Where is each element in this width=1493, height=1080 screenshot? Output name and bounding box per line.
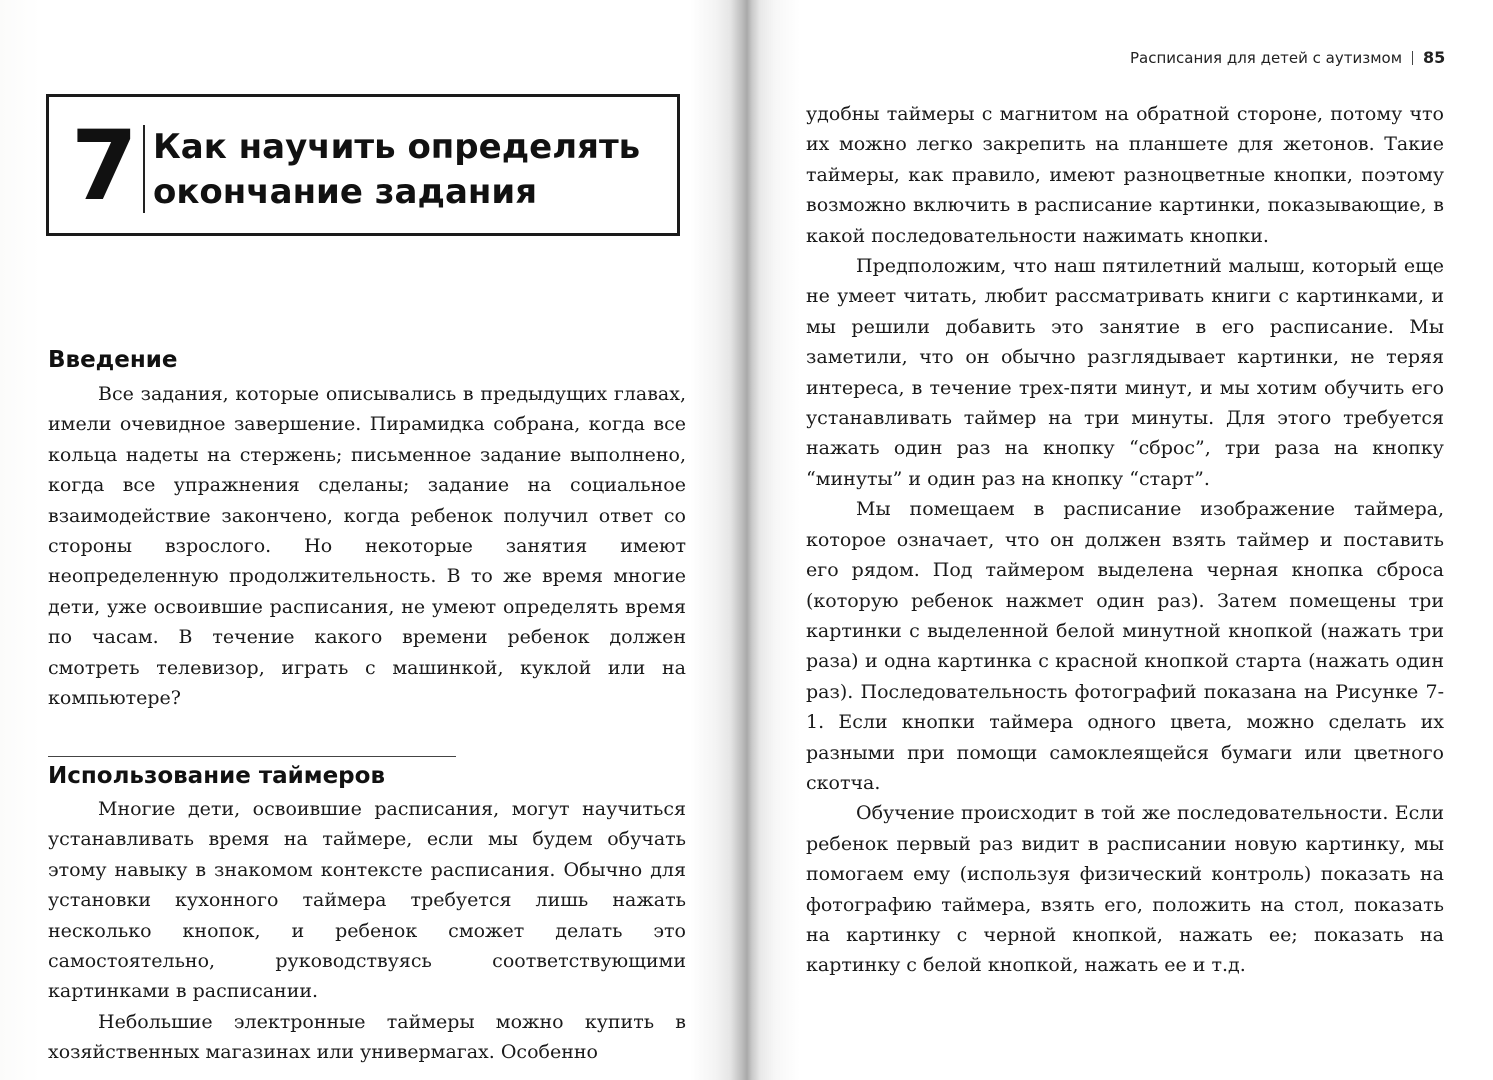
paragraph: Небольшие электронные таймеры можно купить в хозяйственных магазинах или универмагах. Особенно xyxy=(48,1010,686,1064)
chapter-title xyxy=(153,125,640,215)
chapter-number: 7 xyxy=(71,110,138,222)
page-number: 85 xyxy=(1423,48,1446,67)
introduction-text xyxy=(48,379,686,713)
chapter-divider xyxy=(143,125,145,213)
paragraph: Все задания, которые описывались в предыдущих главах, имели очевидное завершение. Пирамидка собрана, когда все кольца надеты на стержень; письменное задание выполнено, когда все упражнения сделаны; задание на социальное взаимодействие закончено, когда ребенок получил ответ со стороны взрослого. Но некоторые занятия имеют неопределенную продолжительность. В то же время многие дети, уже освоившие расписания, не умеют определять время по часам. В течение какого времени ребенок должен смотреть телевизор, играть с машинкой, куклой или на компьютере? xyxy=(48,383,686,710)
running-head-title: Расписания для детей с аутизмом xyxy=(1130,49,1403,67)
running-head-separator xyxy=(1412,51,1413,65)
section-rule xyxy=(48,756,456,757)
paragraph: Обучение происходит в той же последовательности. Если ребенок первый раз видит в расписании новую картинку, мы помогаем ему (используя физический контроль) показать на фотографию таймера, взять его, положить на стол, показать на картинку с черной кнопкой, нажать ее; показать на картинку с белой кнопкой, нажать ее и т.д. xyxy=(806,802,1444,977)
left-page xyxy=(0,0,740,1080)
paragraph: удобны таймеры с магнитом на обратной стороне, потому что их можно легко закрепить на планшете для жетонов. Такие таймеры, как правило, имеют разноцветные кнопки, поэтому возможно включить в расписание картинки, показывающие, в какой последовательности нажимать кнопки. xyxy=(806,103,1444,247)
chapter-heading-box xyxy=(46,94,680,236)
paragraph: Многие дети, освоившие расписания, могут научиться устанавливать время на таймере, если мы будем обучать этому навыку в знакомом контексте расписания. Обычно для установки кухонного таймера требуется лишь нажать несколько кнопок, и ребенок сможет делать это самостоятельно, руководствуясь соответствующими картинками в расписании. xyxy=(48,798,686,1003)
timers-text xyxy=(48,794,686,1068)
chapter-title-line-2: окончание задания xyxy=(153,172,538,212)
section-heading-introduction: Введение xyxy=(48,347,178,373)
chapter-title-line-1: Как научить определять xyxy=(153,127,641,167)
right-page xyxy=(750,0,1493,1080)
paragraph: Предположим, что наш пятилетний малыш, который еще не умеет читать, любит рассматривать книги с картинками, и мы решили добавить это занятие в его расписание. Мы заметили, что он обычно разглядывает картинки, не теряя интереса, в течение трех-пяти минут, и мы хотим обучить его устанавливать таймер на три минуты. Для этого требуется нажать один раз на кнопку “сброс”, три раза на кнопку “минуты” и один раз на кнопку “старт”. xyxy=(806,255,1444,490)
right-page-text xyxy=(806,99,1444,981)
running-head xyxy=(1130,47,1445,69)
section-heading-timers: Использование таймеров xyxy=(48,763,386,789)
paragraph: Мы помещаем в расписание изображение таймера, которое означает, что он должен взять таймер и поставить его рядом. Под таймером выделена черная кнопка сброса (которую ребенок нажмет один раз). Затем помещены три картинки с выделенной белой минутной кнопкой (нажать три раза) и одна картинка с красной кнопкой старта (нажать один раз). Последовательность фотографий показана на Рисунке 7-1. Если кнопки таймера одного цвета, можно сделать их разными при помощи самоклеящейся бумаги или цветного скотча. xyxy=(806,498,1444,794)
